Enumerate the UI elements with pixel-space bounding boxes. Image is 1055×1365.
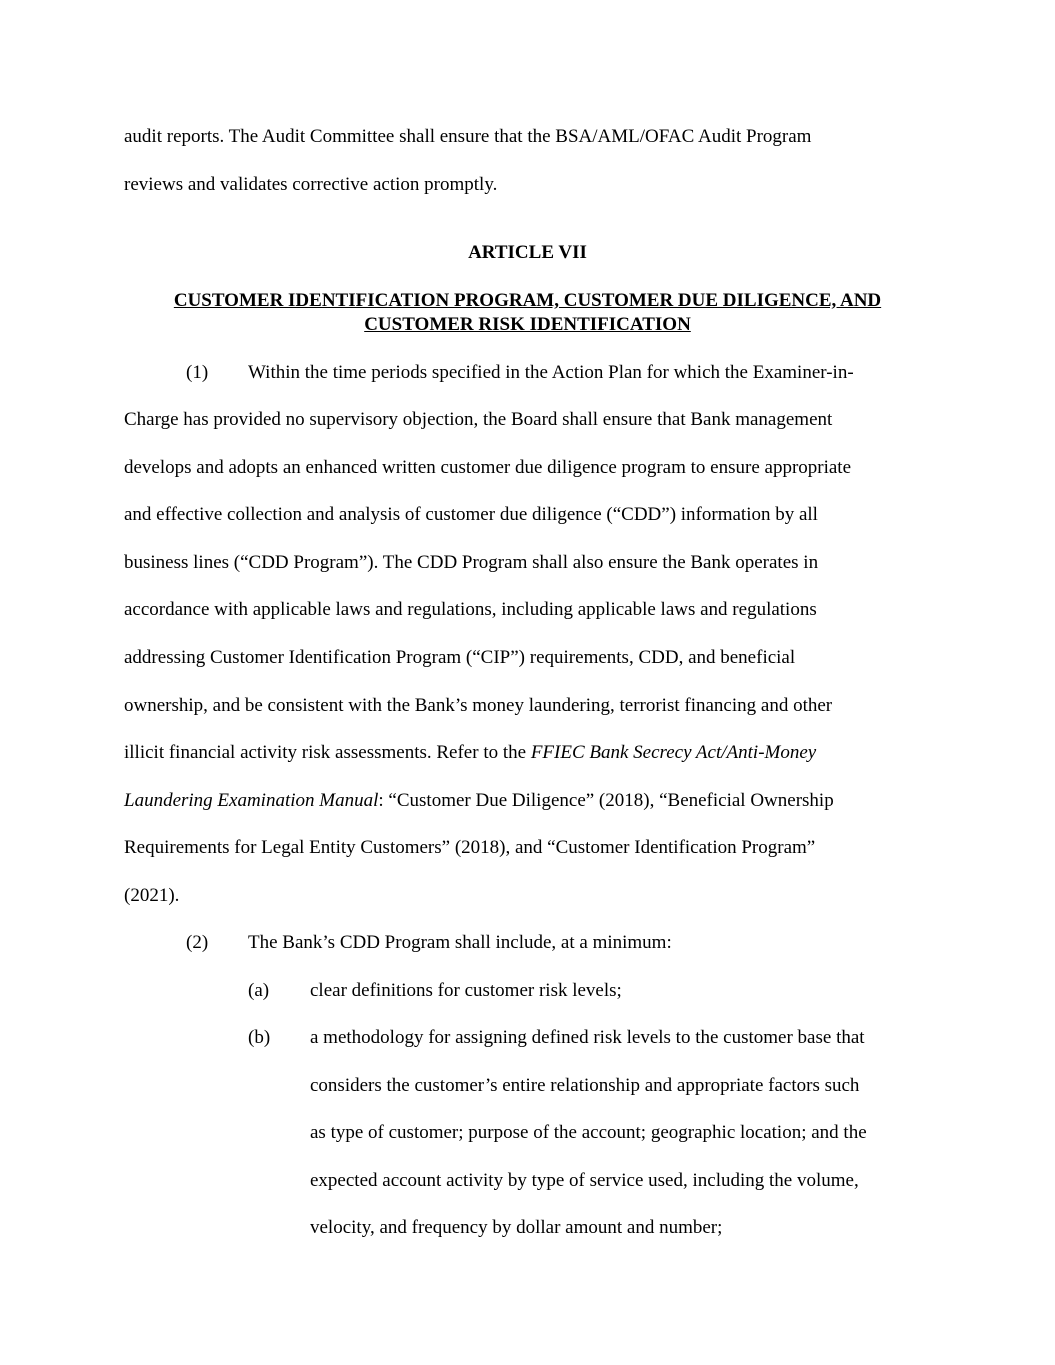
body-text-line: business lines (“CDD Program”). The CDD Program shall also ensure the Bank operates in <box>124 552 819 573</box>
list-item-label: (b) <box>248 1027 271 1048</box>
list-item-text: a methodology for assigning defined risk levels to the customer base that <box>310 1027 865 1048</box>
paragraph-text: The Bank’s CDD Program shall include, at a minimum: <box>248 932 672 953</box>
article-title-line-2: CUSTOMER RISK IDENTIFICATION <box>364 314 691 335</box>
list-item-text: considers the customer’s entire relationship and appropriate factors such <box>310 1075 860 1096</box>
manual-title-italic: FFIEC Bank Secrecy Act/Anti-Money <box>530 742 817 763</box>
list-item-text: expected account activity by type of service used, including the volume, <box>310 1170 859 1191</box>
body-text-line: audit reports. The Audit Committee shall ensure that the BSA/AML/OFAC Audit Program <box>124 126 812 147</box>
body-text-line: accordance with applicable laws and regulations, including applicable laws and regulations <box>124 599 817 620</box>
paragraph-number: (2) <box>186 932 209 953</box>
body-text-line: develops and adopts an enhanced written customer due diligence program to ensure appropriate <box>124 457 852 478</box>
body-text-line <box>124 729 816 777</box>
list-item-text: as type of customer; purpose of the account; geographic location; and the <box>310 1122 867 1143</box>
body-text-line: addressing Customer Identification Program (“CIP”) requirements, CDD, and beneficial <box>124 647 796 668</box>
body-text-span: : “Customer Due Diligence” (2018), “Beneficial Ownership <box>378 790 834 811</box>
body-text-line: Charge has provided no supervisory objection, the Board shall ensure that Bank management <box>124 409 833 430</box>
body-text-line: and effective collection and analysis of customer due diligence (“CDD”) information by all <box>124 504 818 525</box>
body-text-span: illicit financial activity risk assessments. Refer to the <box>124 742 531 763</box>
paragraph-number: (1) <box>186 362 209 383</box>
body-text-line: ownership, and be consistent with the Bank’s money laundering, terrorist financing and other <box>124 695 833 716</box>
body-text-line <box>124 777 834 825</box>
body-text-line: reviews and validates corrective action promptly. <box>124 174 498 195</box>
article-title-line-1: CUSTOMER IDENTIFICATION PROGRAM, CUSTOMER DUE DILIGENCE, AND <box>173 290 882 311</box>
list-item-text: velocity, and frequency by dollar amount and number; <box>310 1217 723 1238</box>
manual-title-italic: Laundering Examination Manual <box>124 790 379 811</box>
list-item-label: (a) <box>248 980 270 1001</box>
body-text-line: Requirements for Legal Entity Customers” (2018), and “Customer Identification Program” <box>124 837 816 858</box>
list-item-text: clear definitions for customer risk levels; <box>310 980 622 1001</box>
article-heading: ARTICLE VII <box>468 242 587 263</box>
body-text-line: (2021). <box>124 885 180 906</box>
paragraph-first-line: Within the time periods specified in the Action Plan for which the Examiner-in- <box>248 362 854 383</box>
